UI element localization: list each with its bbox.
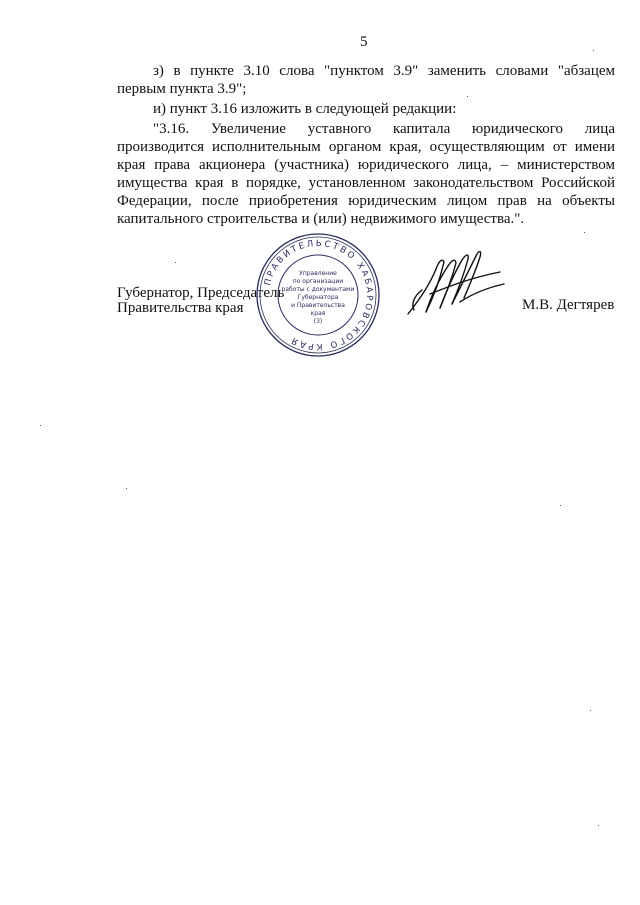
signatory-title-line-1: Губернатор, Председатель <box>117 285 285 301</box>
scan-speck <box>175 262 176 263</box>
seal-ring-text: ПРАВИТЕЛЬСТВО ХАБАРОВСКОГО КРАЯ <box>262 238 375 352</box>
scan-speck <box>598 825 599 826</box>
scan-speck <box>593 50 594 51</box>
page-number: 5 <box>360 34 368 50</box>
signatory-title-line-2: Правительства края <box>117 300 244 316</box>
seal-center-line: по организации <box>292 278 344 285</box>
paragraph-3-16: "3.16. Увеличение уставного капитала юридического лица производится исполнительным органом края, осуществляющим от имени края права акционера (участника) юридического лица, – министерством имущества края в порядке, установленном законодательством Российской Федерации, после приобретения юридическим лицом прав на объекты капитального строительства и (или) недвижимого имущества.". <box>117 121 615 227</box>
signatory-name: М.В. Дегтярев <box>522 297 615 313</box>
paragraph-z: з) в пункте 3.10 слова "пунктом 3.9" заменить словами "абзацем первым пункта 3.9"; <box>117 63 615 97</box>
seal-center-line: работы с документами <box>281 286 355 293</box>
scan-speck <box>126 488 127 489</box>
seal-center-line: Губернатора <box>297 294 339 301</box>
official-seal-stamp <box>255 232 381 358</box>
seal-center-line: (3) <box>313 318 323 325</box>
paragraph-i: и) пункт 3.16 изложить в следующей редакции: <box>153 101 457 117</box>
scan-speck <box>467 96 468 97</box>
scan-speck <box>584 232 585 233</box>
document-body <box>117 62 615 230</box>
seal-center-line: и Правительства <box>291 302 345 309</box>
seal-center-line: Управление <box>299 270 337 277</box>
scan-speck <box>40 425 41 426</box>
handwritten-signature <box>400 244 510 326</box>
seal-center-line: края <box>310 310 326 317</box>
scan-speck <box>560 505 561 506</box>
scan-speck <box>590 710 591 711</box>
